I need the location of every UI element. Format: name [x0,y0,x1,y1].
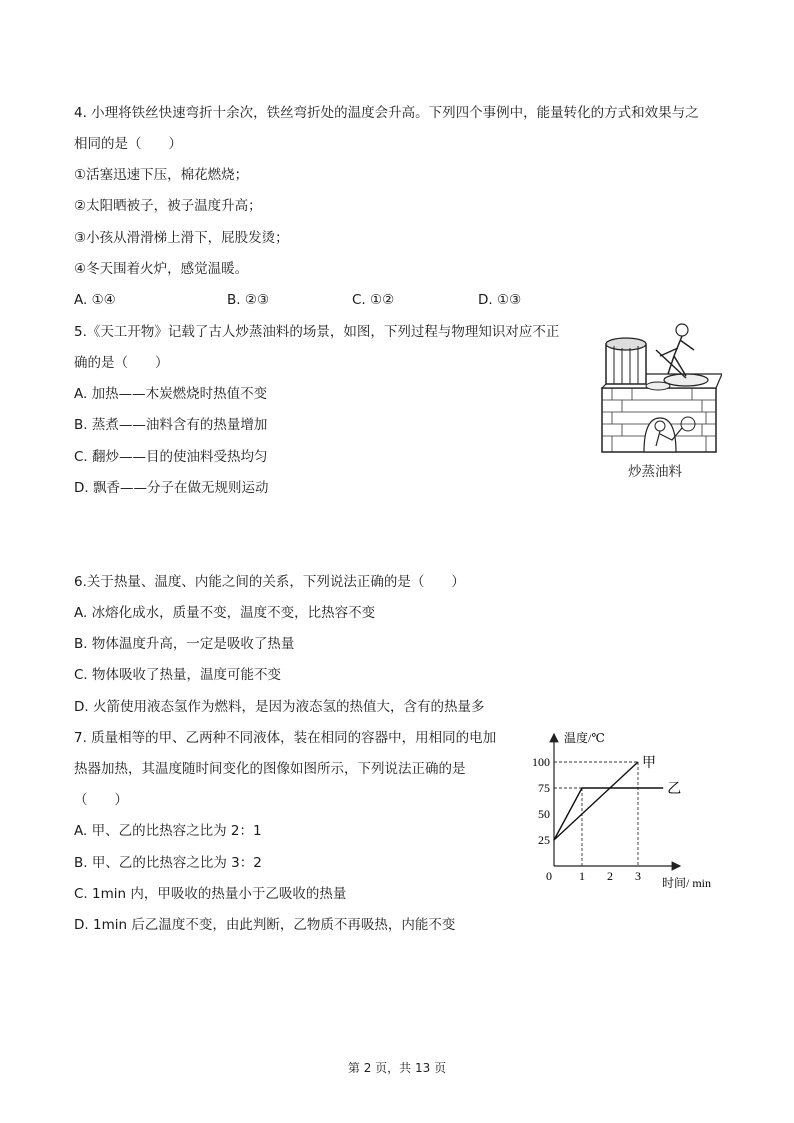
q7-option-c[interactable]: C. 1min 内，甲吸收的热量小于乙吸收的热量 [74,886,347,902]
figure-caption: 炒蒸油料 [628,464,682,480]
q4-stem-line1: 4. 小理将铁丝快速弯折十余次，铁丝弯折处的温度会升高。下列四个事例中，能量转化的方式和效果与之 [74,105,699,121]
y-axis-label: 温度/℃ [564,731,605,745]
series-label: 乙 [667,782,682,797]
x-tick-label: 2 [607,869,613,883]
q6-option-b[interactable]: B. 物体温度升高，一定是吸收了热量 [74,636,295,652]
q7-option-a[interactable]: A. 甲、乙的比热容之比为 2：1 [74,823,262,839]
q6-stem: 6.关于热量、温度、内能之间的关系，下列说法正确的是（ ） [74,574,465,590]
temperature-time-chart [520,724,730,894]
q7-stem-line2: 热器加热，其温度随时间变化的图像如图所示，下列说法正确的是 [74,761,466,777]
series-label: 甲 [642,756,656,771]
x-axis-label: 时间/ min [662,876,712,890]
q7-option-b[interactable]: B. 甲、乙的比热容之比为 3：2 [74,855,262,871]
x-tick-label: 3 [635,869,641,883]
q6-option-a[interactable]: A. 冰熔化成水，质量不变，温度不变，比热容不变 [74,605,376,621]
q7-option-d[interactable]: D. 1min 后乙温度不变，由此判断，乙物质不再吸热，内能不变 [74,917,456,933]
q4-option-c[interactable]: C. ①② [352,292,395,308]
q4-option-d[interactable]: D. ①③ [478,292,522,308]
oil-steaming-illustration [598,320,722,456]
q4-item-4: ④冬天围着火炉，感觉温暖。 [74,261,249,277]
q4-option-b[interactable]: B. ②③ [227,292,270,308]
q5-option-c[interactable]: C. 翻炒——目的使油料受热均匀 [74,449,268,465]
series-line-yi [554,788,663,840]
q5-option-b[interactable]: B. 蒸煮——油料含有的热量增加 [74,417,268,433]
q5-option-d[interactable]: D. 飘香——分子在做无规则运动 [74,480,269,496]
page-footer: 第 2 页，共 13 页 [347,1061,447,1075]
q4-item-3: ③小孩从滑滑梯上滑下，屁股发烫； [74,230,289,246]
x-tick-label: 1 [579,869,585,883]
q6-option-d[interactable]: D. 火箭使用液态氢作为燃料，是因为液态氢的热值大，含有的热量多 [74,699,485,715]
q4-stem-line2: 相同的是（ ） [74,136,182,152]
y-tick-label: 50 [538,807,550,821]
q4-item-2: ②太阳晒被子，被子温度升高； [74,198,262,214]
q5-option-a[interactable]: A. 加热——木炭燃烧时热值不变 [74,386,268,402]
q4-option-a[interactable]: A. ①④ [74,292,116,308]
q4-item-1: ①活塞迅速下压，棉花燃烧； [74,167,249,183]
y-tick-label: 100 [532,755,550,769]
origin-label: 0 [546,869,552,883]
q7-stem-line1: 7. 质量相等的甲、乙两种不同液体，装在相同的容器中，用相同的电加 [74,730,497,746]
series-line-jia [554,762,638,840]
y-tick-label: 25 [538,833,550,847]
q5-stem-line1: 5.《天工开物》记载了古人炒蒸油料的场景，如图，下列过程与物理知识对应不正 [74,324,560,340]
q7-stem-line3: （ ） [74,792,128,808]
q5-stem-line2: 确的是（ ） [74,355,169,371]
q6-option-c[interactable]: C. 物体吸收了热量，温度可能不变 [74,667,282,683]
y-tick-label: 75 [538,781,550,795]
